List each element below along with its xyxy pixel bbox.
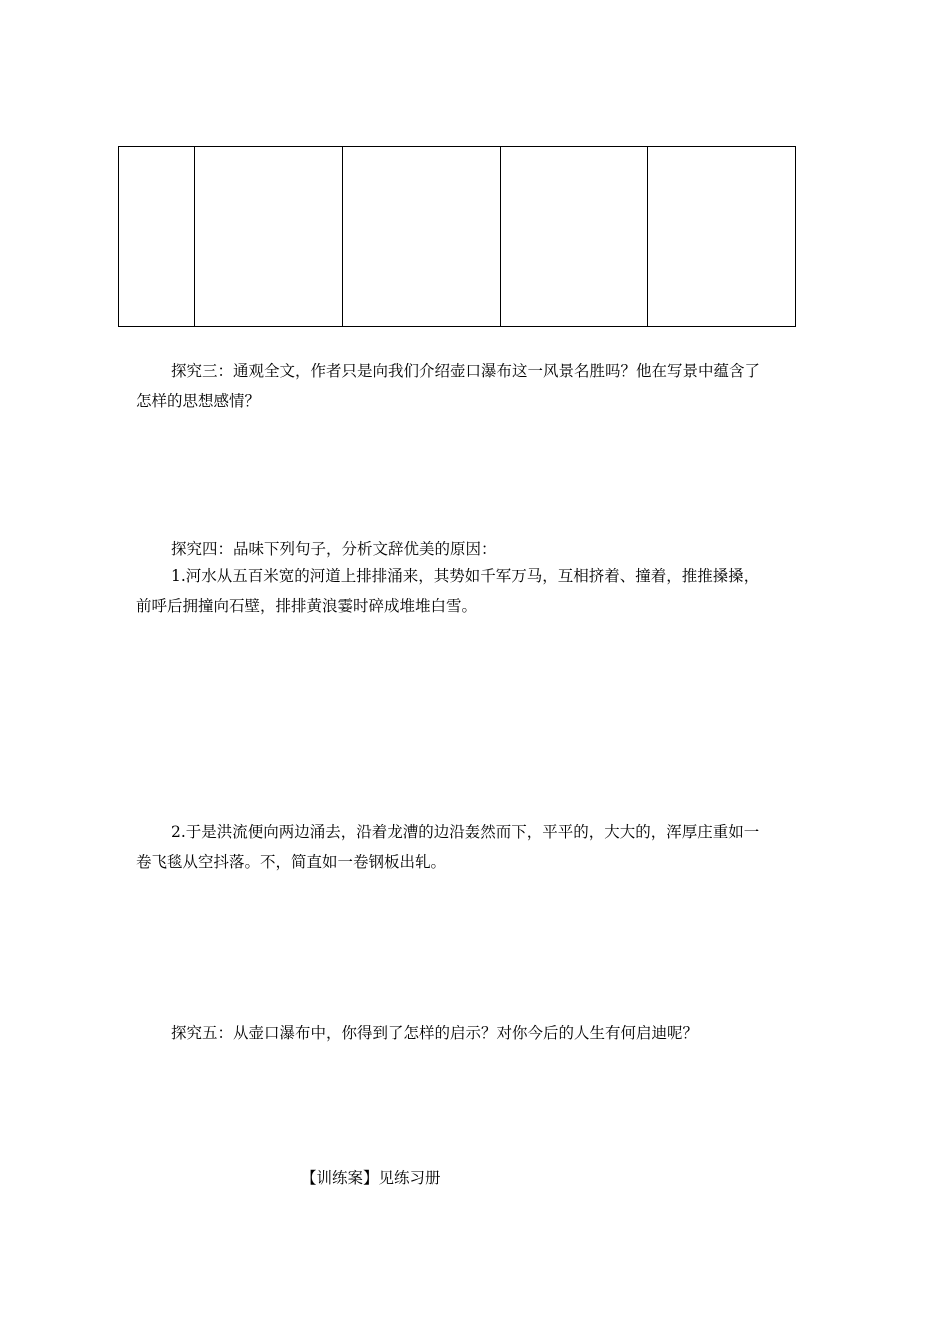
explore-three-question bbox=[136, 356, 816, 416]
explore-three-line-2: 怎样的思想感情？ bbox=[136, 392, 261, 410]
sentence-two bbox=[136, 817, 816, 877]
sentence-two-line-1: 2.于是洪流便向两边涌去，沿着龙漕的边沿轰然而下，平平的，大大的，浑厚庄重如一 bbox=[171, 823, 760, 841]
training-note: 【训练案】见练习册 bbox=[301, 1169, 441, 1187]
table-cell bbox=[119, 147, 195, 327]
blank-answer-table bbox=[118, 146, 796, 327]
explore-four-section bbox=[136, 534, 816, 621]
sentence-one-line-1: 1.河水从五百米宽的河道上排排涌来，其势如千军万马，互相挤着、撞着，推推搡搡， bbox=[171, 567, 760, 585]
explore-five-line-1: 探究五：从壶口瀑布中，你得到了怎样的启示？对你今后的人生有何启迪呢？ bbox=[171, 1024, 699, 1042]
explore-four-heading: 探究四：品味下列句子，分析文辞优美的原因： bbox=[171, 540, 497, 558]
table-row bbox=[119, 147, 796, 327]
table-cell bbox=[195, 147, 343, 327]
sentence-two-line-2: 卷飞毯从空抖落。不，简直如一卷钢板出轧。 bbox=[136, 853, 447, 871]
explore-five-question bbox=[136, 1018, 816, 1048]
table-cell bbox=[648, 147, 796, 327]
table-cell bbox=[501, 147, 648, 327]
sentence-one-line-2: 前呼后拥撞向石壁，排排黄浪霎时碎成堆堆白雪。 bbox=[136, 597, 478, 615]
table-cell bbox=[343, 147, 501, 327]
explore-three-line-1: 探究三：通观全文，作者只是向我们介绍壶口瀑布这一风景名胜吗？他在写景中蕴含了 bbox=[171, 362, 761, 380]
